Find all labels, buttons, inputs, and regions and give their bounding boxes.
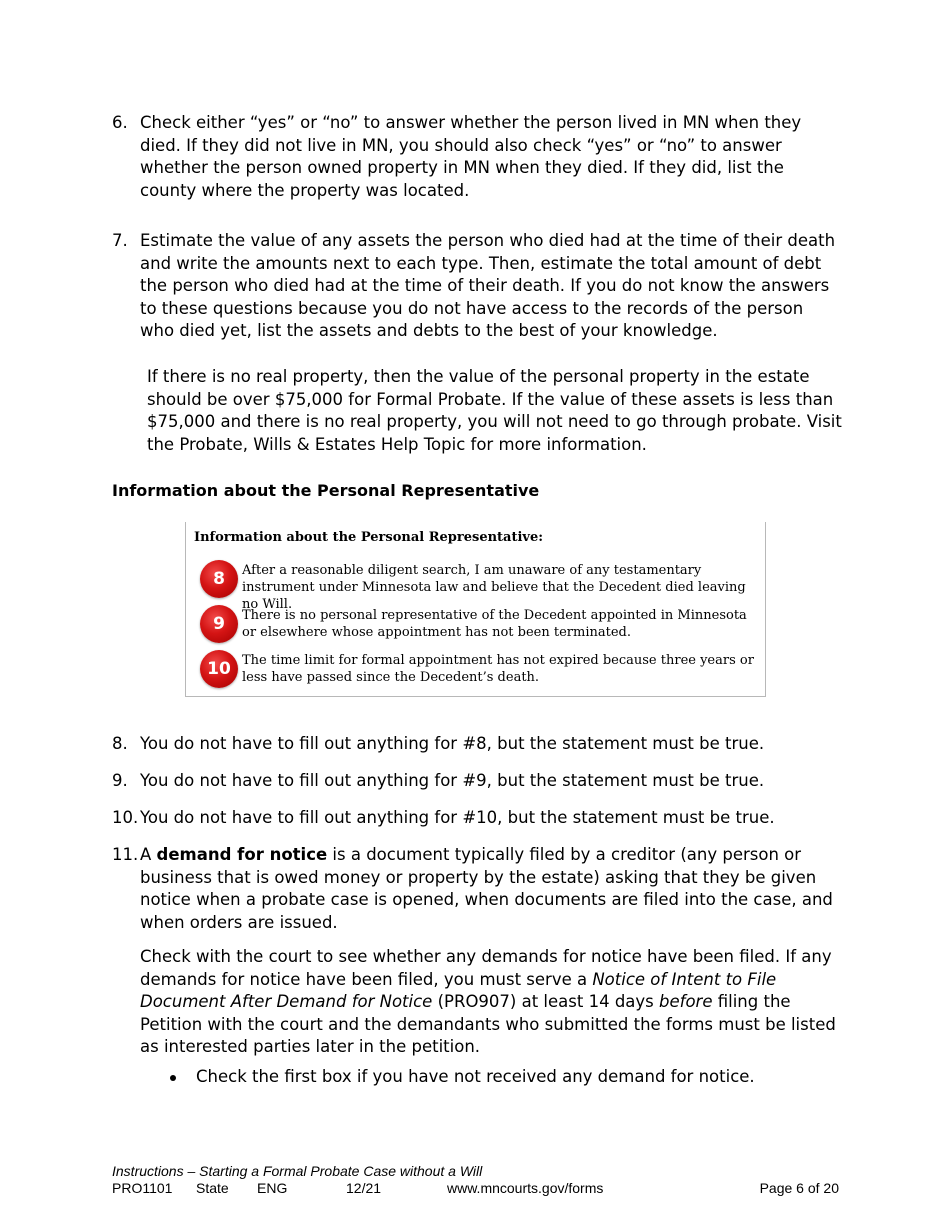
probate-threshold-note: If there is no real property, then the value of the personal property in the estate should be over $75,000 for Formal Probate. If the value of these assets is less than $75,000 and there is no real property, you will not need to go through probate. Visit the Probate, Wills & Estates Help Topic for more information.: [147, 367, 842, 454]
instruction-item-11: [112, 844, 842, 1059]
demand-for-notice-term: demand for notice: [156, 845, 328, 864]
item-paragraph-2: [140, 946, 842, 1059]
footer-meta-row: [112, 1180, 839, 1197]
figure-row-text: There is no personal representative of the Decedent appointed in Minnesota or elsewhere whose appointment has not been terminated.: [242, 608, 747, 640]
item-number: 7.: [112, 231, 128, 250]
instruction-item-9: [112, 770, 842, 793]
item-text: Estimate the value of any assets the person who died had at the time of their death and write the amounts next to each type. Then, estimate the total amount of debt the person who died had at the time of their death. If you do not know the answers to these questions because you do not have access to the records of the person who died yet, list the assets and debts to the best of your knowledge.: [140, 231, 836, 340]
language: ENG: [257, 1180, 288, 1196]
item-number: 10.: [112, 808, 139, 827]
item-number: 8.: [112, 734, 128, 753]
item-text: [140, 844, 842, 934]
item-text: Check either “yes” or “no” to answer whether the person lived in MN when they died. If they did not live in MN, you should also check “yes” or “no” to answer whether the person owned property in MN when they died. If they did, list the county where the property was located.: [140, 113, 802, 200]
item-number: 6.: [112, 113, 128, 132]
number-badge-8: 8: [200, 560, 238, 598]
page-number: Page 6 of 20: [759, 1180, 839, 1196]
item-number: 11.: [112, 845, 139, 864]
figure-row-text: The time limit for formal appointment has not expired because three years or less have passed since the Decedent’s death.: [242, 653, 754, 685]
instruction-item-10: [112, 807, 842, 830]
number-badge-10: 10: [200, 650, 238, 688]
footer-title: Instructions – Starting a Formal Probate Case without a Will: [112, 1163, 483, 1179]
emphasis-before: before: [659, 992, 713, 1011]
jurisdiction: State: [196, 1180, 229, 1196]
revision-date: 12/21: [346, 1180, 382, 1196]
number-badge-9: 9: [200, 605, 238, 643]
item-text: You do not have to fill out anything for #10, but the statement must be true.: [140, 808, 775, 827]
form-code: PRO1101: [112, 1180, 173, 1196]
instruction-item-6: [112, 112, 842, 202]
form-excerpt-figure: [185, 522, 766, 697]
figure-row-text: After a reasonable diligent search, I am unaware of any testamentary instrument under Minnesota law and believe that the Decedent died leaving no Will.: [242, 563, 746, 612]
page-footer: [112, 1163, 839, 1197]
bullet-text: Check the first box if you have not received any demand for notice.: [196, 1067, 755, 1086]
item-text: You do not have to fill out anything for #9, but the statement must be true.: [140, 771, 765, 790]
instruction-item-8: [112, 733, 842, 756]
item-text: You do not have to fill out anything for #8, but the statement must be true.: [140, 734, 765, 753]
text-run: (PRO907) at least 14 days: [432, 992, 660, 1011]
item-number: 9.: [112, 771, 128, 790]
section-heading: Information about the Personal Representative: [112, 481, 540, 500]
instruction-item-7: [112, 230, 842, 343]
figure-title: Information about the Personal Representative:: [194, 530, 544, 545]
text-run: Check with the court to see whether any demands for notice have been filed. If any demands for notice have been filed, you must serve a: [140, 947, 832, 989]
text-run: A: [140, 845, 157, 864]
website: www.mncourts.gov/forms: [447, 1180, 604, 1196]
text-run: filing the Petition with the court and the demandants who submitted the forms must be listed as interested parties later in the petition.: [140, 992, 836, 1056]
text-run: is a document typically filed by a creditor (any person or business that is owed money or property by the estate) asking that they be given notice when a probate case is opened, when documents are filed into the case, and when orders are issued.: [140, 845, 833, 932]
bullet-icon: [170, 1075, 176, 1081]
notice-form-title: Notice of Intent to File Document After Demand for Notice: [140, 969, 777, 1011]
